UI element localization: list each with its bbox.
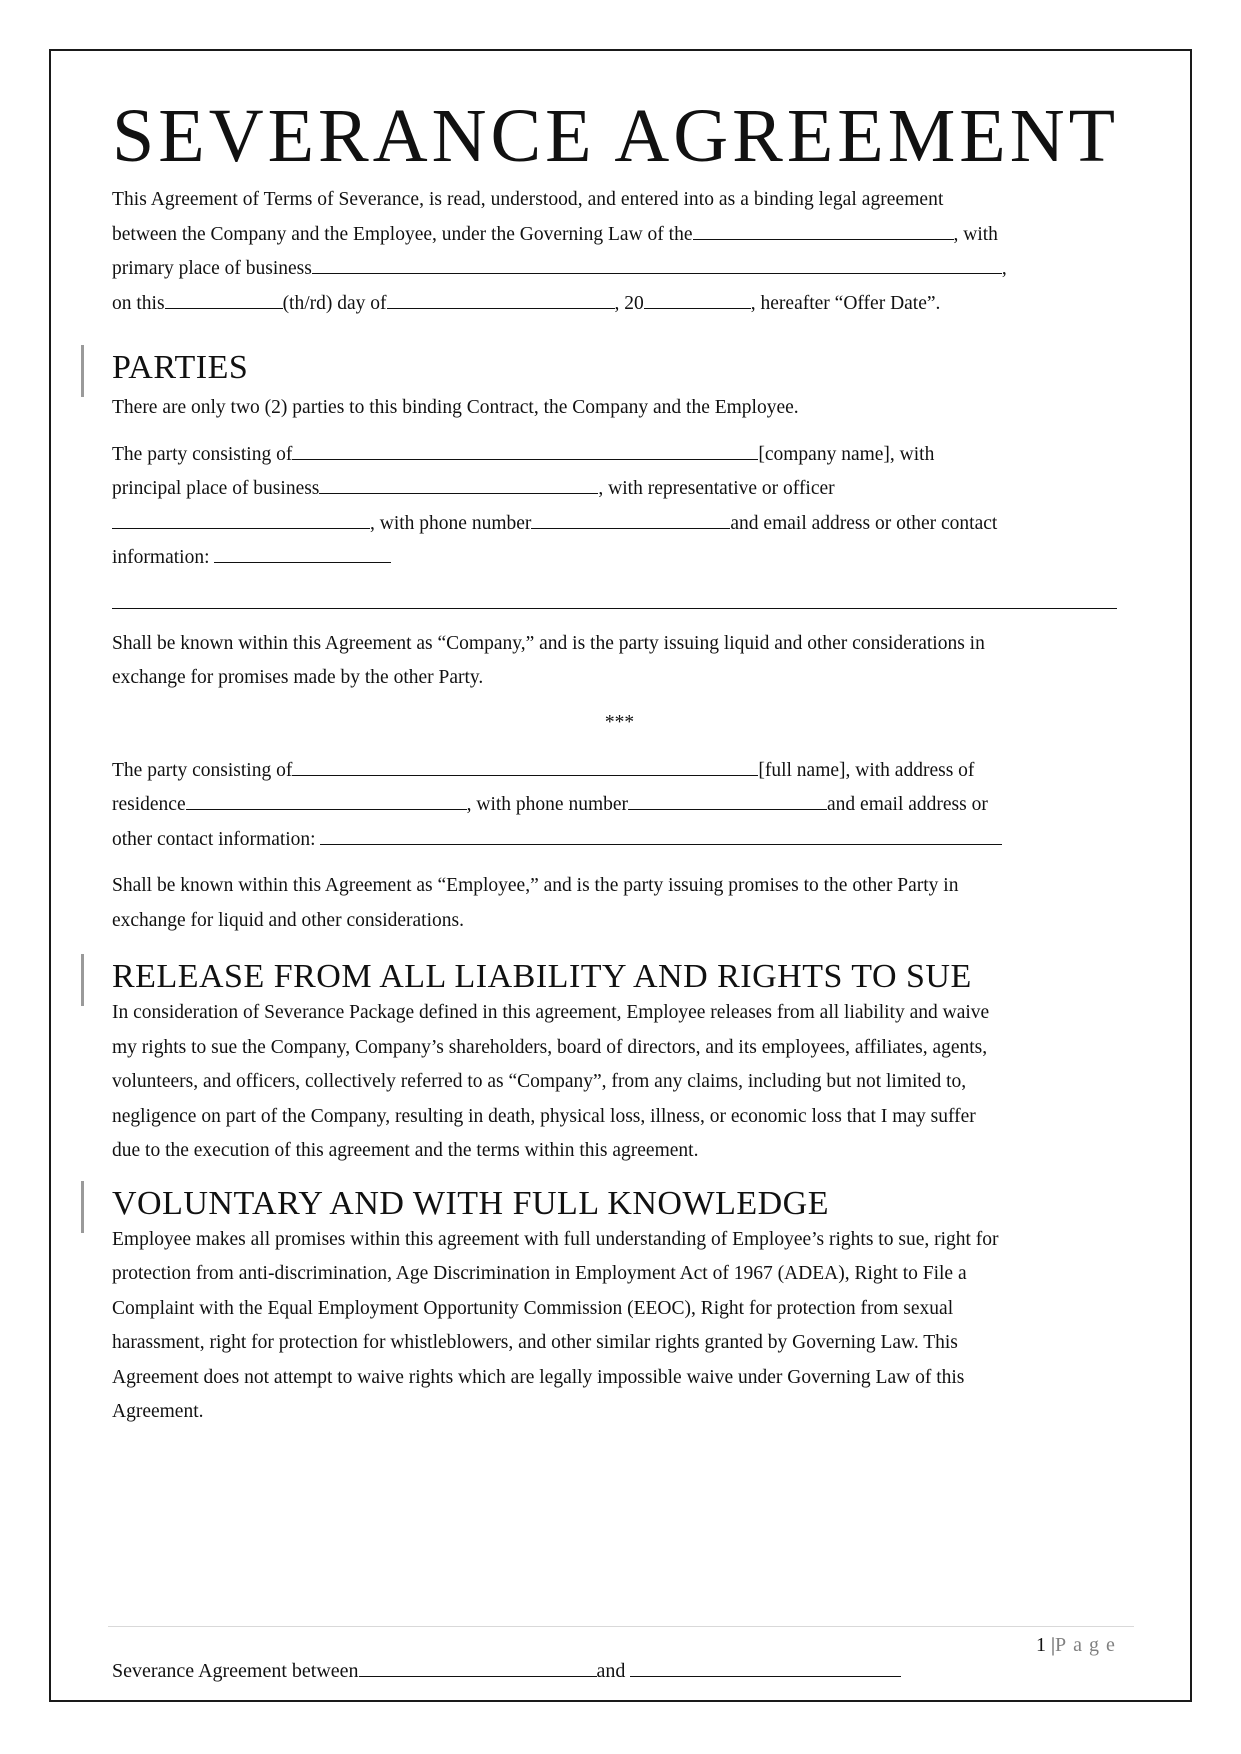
document-title: SEVERANCE AGREEMENT [112,94,1119,178]
intro-text: , with [953,223,998,245]
footer-parties-line [112,1660,901,1683]
month-field[interactable] [387,307,615,309]
page-word: Page [1055,1634,1122,1656]
footer-party-b-field[interactable] [630,1675,901,1677]
page-number-label [1036,1634,1122,1657]
heading-text: PARTIES [112,349,249,386]
company-phone-field[interactable] [531,527,730,529]
section-heading-release [112,960,1127,994]
intro-text: , hereafter “Offer Date”. [750,292,941,314]
heading-accent-bar [81,345,84,397]
company-line [112,541,1127,576]
company-known-as [112,627,1127,696]
voluntary-line: harassment, right for protection for whistleblowers, and other similar rights granted by Governing Law. This [112,1332,958,1353]
employee-text: [full name], with address of [758,759,975,781]
company-text: , with representative or officer [598,478,835,499]
employee-text: other contact information: [112,828,316,850]
voluntary-line: Employee makes all promises within this agreement with full understanding of Employee’s rights to sue, right for [112,1228,999,1250]
company-text: principal place of business [112,478,320,499]
parties-intro: There are only two (2) parties to this binding Contract, the Company and the Employee. [112,397,799,418]
intro-text: , [1001,258,1007,279]
employee-name-field[interactable] [292,774,758,776]
voluntary-paragraph [112,1223,1127,1430]
company-party-block [112,438,1127,609]
section-heading-voluntary [112,1184,1127,1222]
employee-line [112,823,1127,858]
employee-text: The party consisting of [112,759,293,781]
employee-contact-info-field[interactable] [320,843,1002,845]
heading-text: RELEASE FROM ALL LIABILITY AND RIGHTS TO SUE [112,958,972,995]
intro-line [112,218,1127,253]
intro-text: (th/rd) day of [282,292,387,314]
company-contact-info-field[interactable] [214,561,391,563]
release-line: In consideration of Severance Package defined in this agreement, Employee releases from all liability and waive [112,1002,990,1023]
release-line: volunteers, and officers, collectively referred to as “Company”, from any claims, including but not limited to, [112,1071,967,1092]
company-line [112,507,1127,542]
section-heading-parties [112,351,1127,385]
intro-text: , 20 [614,292,644,314]
governing-law-field[interactable] [693,238,954,240]
place-of-business-field[interactable] [312,272,1002,274]
employee-known-line: exchange for liquid and other considerations. [112,909,464,931]
footer-party-a-field[interactable] [359,1675,597,1677]
company-line [112,472,1127,507]
footer-divider [108,1626,1134,1627]
heading-text: VOLUNTARY AND WITH FULL KNOWLEDGE [112,1184,829,1222]
release-paragraph [112,996,1127,1169]
intro-line [112,287,1127,322]
voluntary-line: protection from anti-discrimination, Age Discrimination in Employment Act of 1967 (ADEA), Right to File a [112,1263,967,1284]
year-field[interactable] [644,307,751,309]
release-line: due to the execution of this agreement and the terms within this agreement. [112,1140,699,1161]
party-separator: *** [604,711,635,733]
company-representative-field[interactable] [112,527,370,529]
employee-known-line: Shall be known within this Agreement as “Employee,” and is the party issuing promises to the other Party in [112,875,959,896]
employee-text: and email address or [827,794,988,815]
company-principal-place-field[interactable] [319,492,598,494]
employee-line [112,754,1127,789]
footer-text: Severance Agreement between [112,1660,359,1682]
company-text: [company name], with [758,443,935,465]
voluntary-line: Agreement. [112,1401,204,1422]
company-text: The party consisting of [112,443,293,465]
release-line: my rights to sue the Company, Company’s shareholders, board of directors, and its employees, affiliates, agents, [112,1036,988,1058]
heading-accent-bar [81,954,84,1006]
intro-paragraph [112,183,1127,321]
company-text: information: [112,547,210,568]
employee-phone-field[interactable] [628,808,827,810]
company-line [112,438,1127,473]
footer-text: and [596,1660,626,1682]
employee-party-block [112,754,1127,858]
employee-text: , with phone number [466,794,629,815]
intro-text: on this [112,292,165,314]
company-known-line: exchange for promises made by the other Party. [112,667,484,688]
employee-residence-field[interactable] [186,808,467,810]
intro-text: primary place of business [112,258,312,279]
release-line: negligence on part of the Company, resulting in death, physical loss, illness, or economic loss that I may suffer [112,1105,976,1127]
intro-line [112,252,1127,287]
day-field[interactable] [165,307,283,309]
company-text: and email address or other contact [730,512,998,534]
page-separator: | [1051,1634,1056,1656]
intro-text: between the Company and the Employee, under the Governing Law of the [112,223,693,245]
company-name-field[interactable] [292,458,758,460]
intro-line: This Agreement of Terms of Severance, is read, understood, and entered into as a binding legal agreement [112,189,944,210]
voluntary-line: Complaint with the Equal Employment Opportunity Commission (EEOC), Right for protection from sexual [112,1297,954,1319]
company-text: , with phone number [370,512,532,534]
company-known-line: Shall be known within this Agreement as “Company,” and is the party issuing liquid and other considerations in [112,632,985,654]
employee-known-as [112,869,1127,938]
company-contact-info-line[interactable] [112,608,1117,609]
page-number: 1 [1036,1634,1046,1656]
document-body [112,94,1127,1430]
employee-line [112,788,1127,823]
heading-accent-bar [81,1181,84,1233]
employee-text: residence [112,794,186,815]
voluntary-line: Agreement does not attempt to waive rights which are legally impossible waive under Governing Law of this [112,1366,965,1388]
